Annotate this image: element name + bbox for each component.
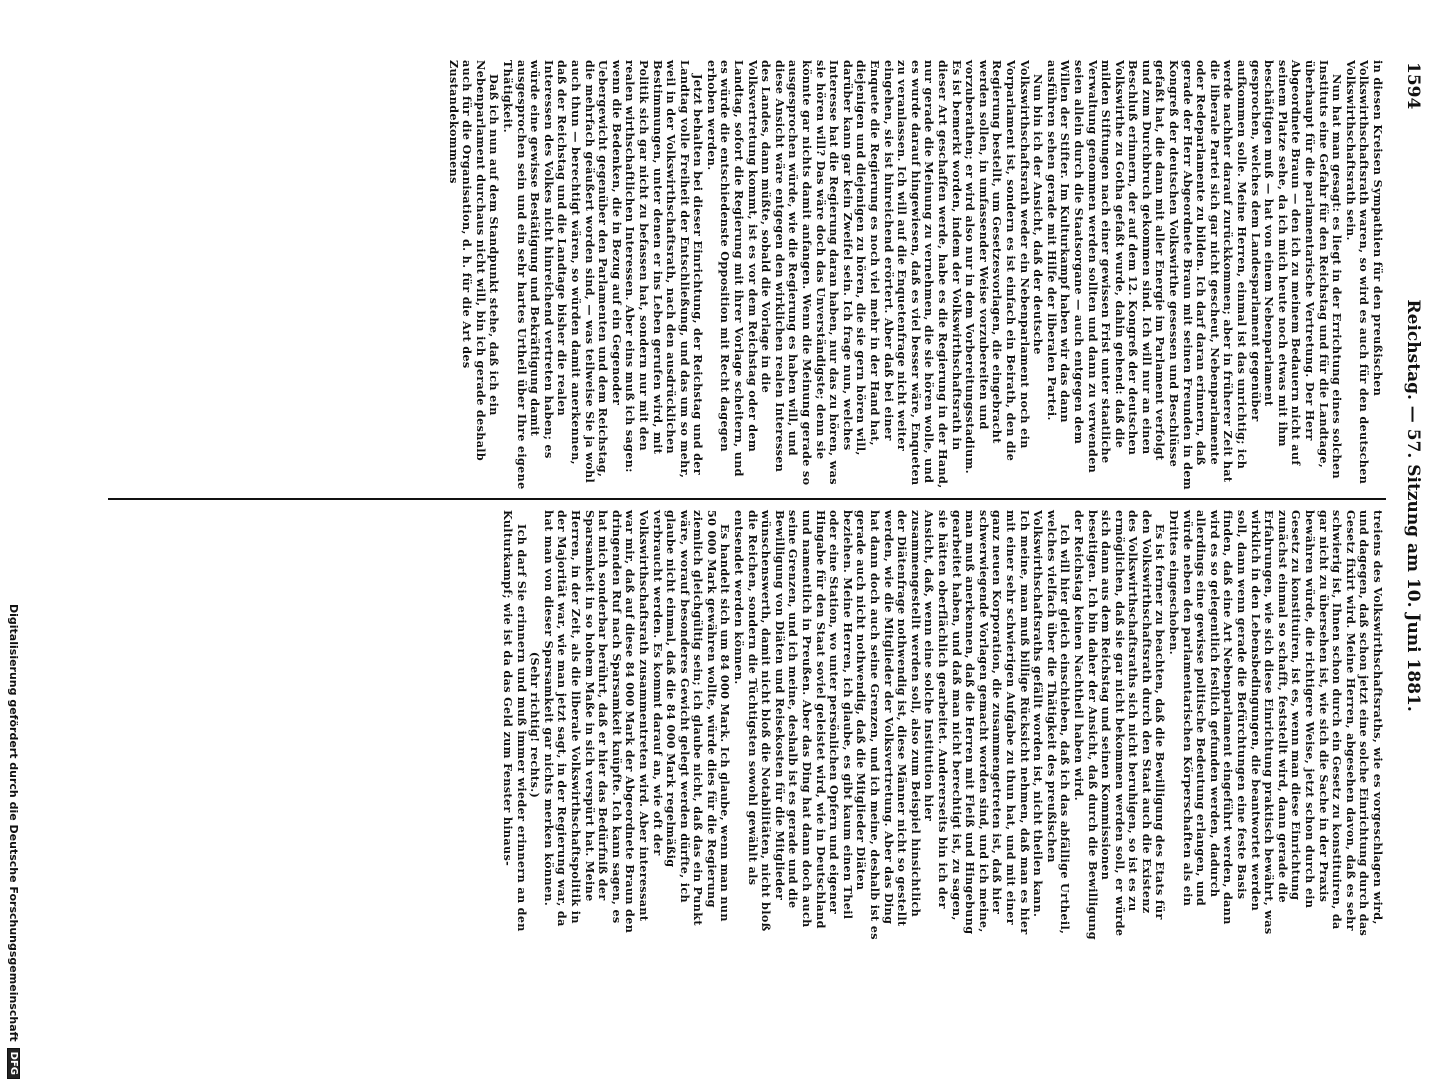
running-title: Reichstag. — 57. Sitzung am 10. Juni 1881. (1403, 299, 1423, 712)
paragraph: in diesen Kreisen Sympathien für den preußischen Volkswirthschaftsrath waren, so wird es auch für den deutschen Volkswirthschaftsrath sein. (1343, 60, 1385, 485)
page-number: 1594 (1403, 62, 1423, 110)
paragraph: Jetzt behalten bei dieser Einrichtung, der Reichstag und der Landtag volle Freiheit der Entschließung, und das um so mehr, weil in der Volkswirthschaftsrath, nach den ausdrücklichen Bestimmungen, unter denen er ins Leben gerufen wird, mit Politik sich gar nicht zu befassen hat, sondern nur mit den realen wirthschaftlichen Interessen. Aber eins muß ich sagen: wenn die Bedenken, die in Bezug auf ein Gegenoder Uebergewicht gegenüber den Parlamenten und dem Reichstag, die mehrfach geäußert worden sind, — was teilweise Sie ja wohl auch thun — berechtigt wären, so würden damit anerkennen, daß der Reichstag und die Landtage bisher die realen Interessen des Volkes nicht hinreichend vertreten haben; es würde eine gewisse Bestätigung und Bekräftigung damit ausgesprochen sein und ein sehr hartes Urtheil über Ihre eigene Thätigkeit. (501, 60, 706, 490)
interjection: (Sehr richtig! rechts.) (528, 651, 543, 799)
paragraph: Daß ich nun auf dem Standpunkt stehe, daß ich ein Nebenparlament durchaus nicht will, bin ich gerade deshalb auch für die Organisation, d. h. für die Art des Zustandekommens (446, 60, 502, 462)
paragraph: Ich will hier gleich einschieben, daß ich das abfällige Urtheil, welches vielfach über die Thätigkeit des preußischen Volkswirthschaftsraths gefällt worden ist, nicht theilen kann. Ich meine, man muß billige Rücksicht nehmen, daß man es hier mit einer sehr schwierigen Aufgabe zu thun hat, und mit einer ganz neuen Korporation, die zusammengetreten ist, daß hier schwerwiegende Vorlagen gemacht worden sind, und ich meine, man muß anerkennen, daß die Herren mit Fleiß und Hingebung gearbeitet haben, und daß man nicht berechtigt ist, zu sagen, sie hätten oberflächlich gearbeitet. Andererseits bin ich der Ansicht, daß, wenn eine solche Institution hier zusammengestellt werden soll, also zum Beispiel hinsichtlich der Diätenfrage nothwendig ist, diese Männer nicht so gestellt werden, wie die Mitglieder der Volksvertretung. Aber das Ding hat dann doch auch seine Grenzen, und ich meine, deshalb ist es gerade auch nicht nothwendig, daß die Mitglieder Diäten beziehen. Meine Herren, ich glaube, es gibt kaum einen Theil oder eine Station, wo unter persönlichen Opfern und eigener Hingabe für den Staat soviel geleistet wird, wie in Deutschland und namentlich in Preußen. Aber das Ding hat dann doch auch seine Grenzen, und ich meine, deshalb ist es gerade und die Bewilligung von Diäten und Reisekosten für die Mitglieder wünschenswerth, damit nicht bloß die Notabilitäten, nicht bloß die Reichen, sondern die Tüchtigsten sowohl gewählt als entsendet werden können. (732, 510, 1073, 940)
text-column-right (384, 510, 1384, 940)
credit-text: Digitalisierung gefördert durch die Deutsche Forschungsgemeinschaft (7, 604, 20, 1042)
paragraph: treiens des Volkswirthschaftsraths, wie es vorgeschlagen wird, und dagegen, daß schon jetzt eine solche Einrichtung durch das Gesetz fixirt wird. Meine Herren, abgesehen davon, daß es sehr schwierig ist, Ihnen schon durch ein Gesetz zu konstituiren, da gar nicht zu übersehen ist, wie sich die Sache in der Praxis bewähren würde, die richtigere Weise, jetzt schon durch ein Gesetz zu konstituiren, ist es, wenn man diese Einrichtung zunächst einmal so schafft, feststellt wird, dann gerade die Erfahrungen, wie sich diese Einrichtung praktisch bewährt, was wirklich in den Lebensbedingungen, die beantwortet werden soll, dann wenn gerade die Befürchtungen eine feste Basis finden, daß eine Art Nebenparlament eingeführt werden, dann wird es so gelegentlich festlich gefunden werden, dadurch allerdings eine gewisse politische Bedeutung erlangen, und würde neben den parlamentarischen Körperschaften als ein Drittes eingeschoben. (1167, 510, 1385, 937)
paragraph: Nun bin ich der Ansicht, daß der deutsche Volkswirthschaftsrath weder ein Nebenparlament noch ein Vorparlament ist, sondern es ist einfach ein Beirath, den die Regierung bestellt, um Gesetzesvorlagen, die eingebracht werden sollen, in umfassender Weise vorzubereiten und vorzuberathen; er wird also nur in dem Vorbereitungsstadium. Es ist bemerkt worden, indem der Volkswirthschaftsrath in dieser Art geschaffen werde, habe es die Regierung in der Hand, nur gerade die Meinung zu vernehmen, die sie hören wolle, und es wurde darauf hingewiesen, daß es viel besser wäre, Enqueten zu veranlassen. Ich will auf die Enquetenfrage nicht weiter eingehen, sie ist hinreichend erörtert. Aber daß bei einer Enquete die Regierung es noch viel mehr in der Hand hat, diejenigen und diejenigen zu hören, die sie gern hören will, darüber kann gar kein Zweifel sein. Ich frage nun, welches Interesse hat die Regierung daran haben, nur das zu hören, was sie hören will? Das wäre doch das Unverständigste; denn sie könnte gar nichts damit anfangen. Wenn die Meinung gerade so ausgesprochen würde, wie die Regierung es haben will, und diese Ansicht wäre entgegen den wirklichen realen Interessen des Landes, dann müßte, sobald die Vorlage in die Volksvertretung kommt, ist es vor dem Reichstag oder dem Landtag, sofort die Regierung mit ihrer Vorlage scheitern, und es würde die entschiedenste Opposition mit Recht dagegen erhoben werden. (704, 60, 1046, 489)
paragraph: Ich darf Sie erinnern und muß immer wieder erinnern an den Kulturkampf; wie ist da das Geld zum Fenster hinaus- (501, 510, 529, 932)
paragraph: Nun hat man gesagt: es liegt in der Errichtung eines solchen Instituts eine Gefahr für den Reichstag und für die Landtage, überhaupt für die parlamentarische Vertretung. Der Herr Abgeordnete Braun — den ich zu meinem Bedauern nicht auf seinem Platze sehe, da ich mich heute noch etwas mit ihm beschäftigen muß — hat von einem Nebenparlament gesprochen, welches dem Landesparlament gegenüber aufkommen solle. Meine Herren, einmal ist das unrichtig; ich werde nachher darauf zurückkommen; aber in früherer Zeit hat die liberale Partei sich gar nicht gescheut, Nebenparlamente oder Redeparlamente zu bilden. Ich darf daran erinnern, daß gerade der Herr Abgeordnete Braun mit seinen Freunden in dem Kongreß der deutschen Volkswirthe gesessen und Beschlüsse gefaßt hat, die dann mit aller Energie im Parlament verfolgt und zum Durchbruch gekommen sind. Ich will nur an einen Beschluß erinnern, der auf dem 12. Kongreß der deutschen Volkswirthe zu Gotha gefaßt wurde, dahin gehend: daß die milden Stiftungen nach einer gewissen Frist unter staatliche Verwaltung genommen werden sollten und dann zu verwenden seien allein durch die Staatsorgane — auch entgegen dem Willen der Stifter. Im Kulturkampf haben wir das dann ausführen sehen gerade mit Hilfe der liberalen Partei. (1044, 60, 1345, 490)
column-divider (108, 498, 1386, 500)
page-header (1402, 62, 1424, 942)
dfg-logo: DFG (7, 1048, 20, 1079)
text-column-left (384, 60, 1384, 490)
paragraph: Es ist ferner zu beachten, daß die Bewilligung des Etats für den Volkswirthschaftsrath durch den Staat auch die Existenz des Volkswirthschaftsraths sich nicht beruhigen, so ist es zu ermöglichen, daß sie gar nicht bekommen werden soll, er würde sich dann aus dem Reichstag und seinen Kommissionen beseitigen. Ich bin daher der Ansicht, daß durch die Bewilligung der Reichstag keinen Nachtheil haben wird. (1071, 510, 1168, 940)
paragraph: Es handelt sich um 84 000 Mark. Ich glaube, wenn man nun 50 000 Mark gewähren wollte, würde dies für die Regierung ziemlich gleichgültig sein; ich glaube nicht, daß das ein Punkt wäre, worauf besonderes Gewicht gelegt werden dürfte, ich glaube nicht einmal, daß die 84 000 Mark regelmäßig verbraucht werden. Es kommt darauf an, wie oft der Volkswirthschaftsrath zusammentreten wird. Aber interessant war mir, daß auf diese 84 000 Mark der Abgeordnete Braun den dringenden Ruf nach Sparsamkeit knüpfte. Ich kann sagen, es hat mich sonderbar berührt, daß er hier das Bedürfniß der Sparsamkeit in so hohem Maße in sich verspürt hat. Meine Herren, in der Zeit, als die liberale Volkswirthschaftspolitik in der Majorität war, wie man jetzt sagt, in der Regierung war, da hat man von dieser Sparsamkeit gar nichts merken können. (541, 510, 733, 934)
digitization-credit (7, 604, 20, 1079)
